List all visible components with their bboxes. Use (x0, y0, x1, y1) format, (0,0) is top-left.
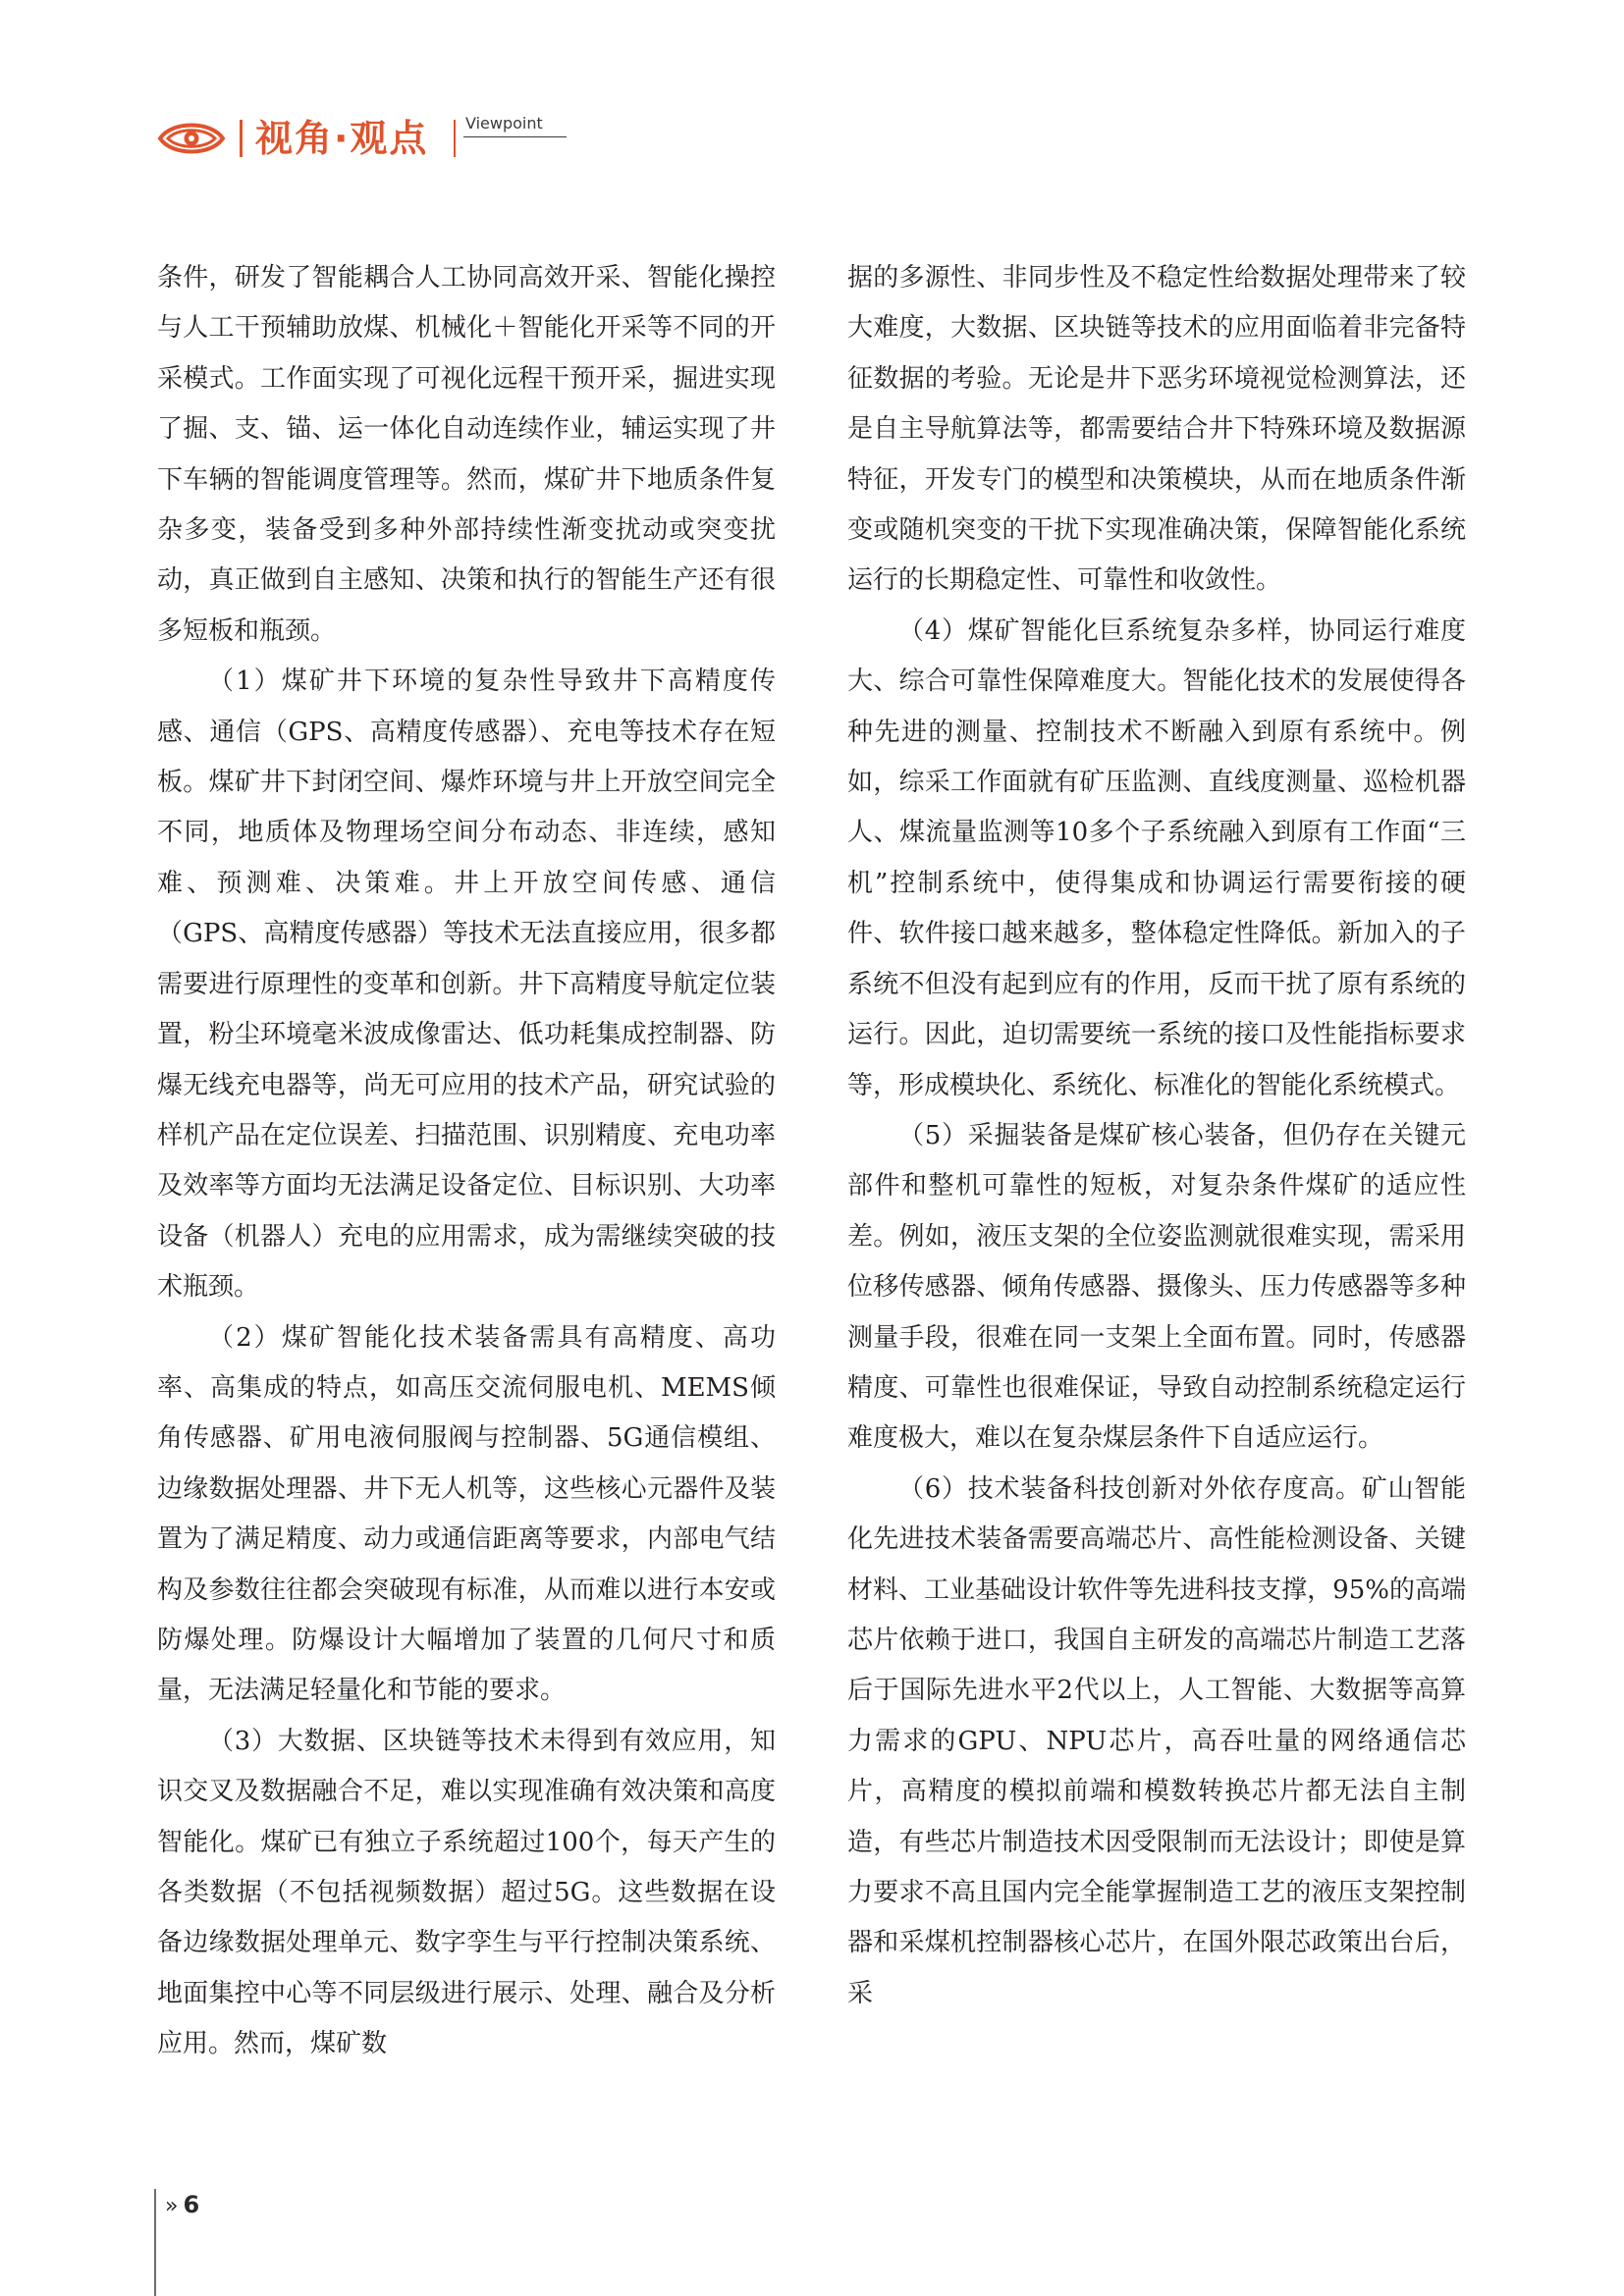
page-number (165, 2191, 199, 2218)
paragraph: （6）技术装备科技创新对外依存度高。矿山智能化先进技术装备需要高端芯片、高性能检测设备、关键材料、工业基础设计软件等先进科技支撑，95%的高端芯片依赖于进口，我国自主研发的高端芯片制造工艺落后于国际先进水平2代以上，人工智能、大数据等高算力需求的GPU、NPU芯片，高吞吐量的网络通信芯片，高精度的模拟前端和模数转换芯片都无法自主制造，有些芯片制造技术因受限制而无法设计；即使是算力要求不高且国内完全能掌握制造工艺的液压支架控制器和采煤机控制器核心芯片，在国外限芯政策出台后，采 (847, 1473, 1466, 2008)
paragraph: （4）煤矿智能化巨系统复杂多样，协同运行难度大、综合可靠性保障难度大。智能化技术的发展使得各种先进的测量、控制技术不断融入到原有系统中。例如，综采工作面就有矿压监测、直线度测量、巡检机器人、煤流量监测等10多个子系统融入到原有工作面“三机”控制系统中，使得集成和协调运行需要衔接的硬件、软件接口越来越多，整体稳定性降低。新加入的子系统不但没有起到应有的作用，反而干扰了原有系统的运行。因此，迫切需要统一系统的接口及性能指标要求等，形成模块化、系统化、标准化的智能化系统模式。 (847, 615, 1466, 1100)
footer-divider (154, 2189, 156, 2296)
paragraph: （2）煤矿智能化技术装备需具有高精度、高功率、高集成的特点，如高压交流伺服电机、MEMS倾角传感器、矿用电液伺服阀与控制器、5G通信模组、边缘数据处理器、井下无人机等，这些核心元器件及装置为了满足精度、动力或通信距离等要求，内部电气结构及参数往往都会突破现有标准，从而难以进行本安或防爆处理。防爆设计大幅增加了装置的几何尺寸和质量，无法满足轻量化和节能的要求。 (157, 1322, 776, 1706)
section-header (157, 110, 609, 169)
paragraph: 据的多源性、非同步性及不稳定性给数据处理带来了较大难度，大数据、区块链等技术的应用面临着非完备特征数据的考验。无论是井下恶劣环境视觉检测算法，还是自主导航算法等，都需要结合井下特殊环境及数据源特征，开发专门的模型和决策模块，从而在地质条件渐变或随机突变的干扰下实现准确决策，保障智能化系统运行的长期稳定性、可靠性和收敛性。 (847, 263, 1466, 596)
left-column (157, 253, 776, 2070)
paragraph: （5）采掘装备是煤矿核心装备，但仍存在关键元部件和整机可靠性的短板，对复杂条件煤矿的适应性差。例如，液压支架的全位姿监测就很难实现，需采用位移传感器、倾角传感器、摄像头、压力传感器等多种测量手段，很难在同一支架上全面布置。同时，传感器精度、可靠性也很难保证，导致自动控制系统稳定运行难度极大，难以在复杂煤层条件下自适应运行。 (847, 1120, 1466, 1454)
header-divider-2 (454, 120, 456, 157)
section-subtitle: Viewpoint (465, 114, 543, 133)
chevron-right-icon: » (165, 2194, 179, 2218)
subtitle-rule (463, 136, 567, 137)
eye-icon (157, 116, 226, 161)
paragraph: （1）煤矿井下环境的复杂性导致井下高精度传感、通信（GPS、高精度传感器）、充电等技术存在短板。煤矿井下封闭空间、爆炸环境与井上开放空间完全不同，地质体及物理场空间分布动态、非连续，感知难、预测难、决策难。井上开放空间传感、通信（GPS、高精度传感器）等技术无法直接应用，很多都需要进行原理性的变革和创新。井下高精度导航定位装置，粉尘环境毫米波成像雷达、低功耗集成控制器、防爆无线充电器等，尚无可应用的技术产品，研究试验的样机产品在定位误差、扫描范围、识别精度、充电功率及效率等方面均无法满足设备定位、目标识别、大功率设备（机器人）充电的应用需求，成为需继续突破的技术瓶颈。 (157, 667, 776, 1303)
right-column (847, 253, 1466, 2019)
header-divider (240, 120, 243, 157)
page-number-value: 6 (183, 2191, 200, 2218)
paragraph: （3）大数据、区块链等技术未得到有效应用，知识交叉及数据融合不足，难以实现准确有效决策和高度智能化。煤矿已有独立子系统超过100个，每天产生的各类数据（不包括视频数据）超过5G。这些数据在设备边缘数据处理单元、数字孪生与平行控制决策系统、地面集控中心等不同层级进行展示、处理、融合及分析应用。然而，煤矿数 (157, 1726, 776, 2059)
paragraph: 条件，研发了智能耦合人工协同高效开采、智能化操控与人工干预辅助放煤、机械化＋智能化开采等不同的开采模式。工作面实现了可视化远程干预开采，掘进实现了掘、支、锚、运一体化自动连续作业，辅运实现了井下车辆的智能调度管理等。然而，煤矿井下地质条件复杂多变，装备受到多种外部持续性渐变扰动或突变扰动，真正做到自主感知、决策和执行的智能生产还有很多短板和瓶颈。 (157, 263, 776, 646)
section-title: 视角·观点 (255, 117, 429, 160)
